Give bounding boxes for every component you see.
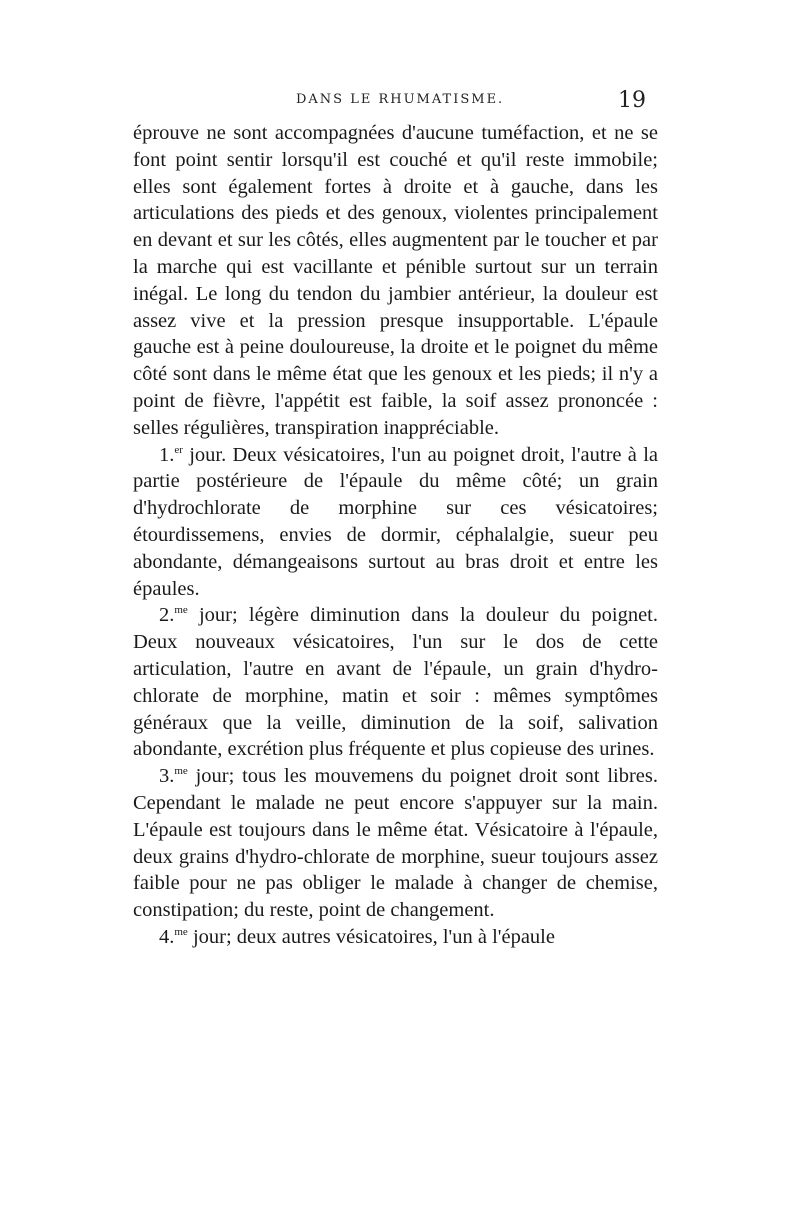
day-number: 4. (159, 925, 175, 948)
paragraph (133, 602, 658, 763)
paragraph-text: jour; légère diminution dans la douleur du poignet. Deux nouveaux vésicatoires, l'un sur le dos de cette articulation, l'autre en avant de l'épaule, un grain d'hydro-chlorate de morphine, matin et soir : mêmes symptômes généraux que la veille, diminution de la soif, salivation abondante, excrétion plus fréquente et plus copieuse des urines. (133, 604, 658, 761)
day-ordinal-suffix: er (174, 443, 183, 456)
day-number: 2. (159, 604, 175, 627)
paragraph-text: jour; tous les mouvemens du poignet droit sont libres. Cependant le malade ne peut encore s'appuyer sur la main. L'épaule est toujours dans le même état. Vésicatoire à l'épaule, deux grains d'hydro-chlorate de morphine, sueur toujours assez faible pour ne pas obliger le malade à changer de chemise, constipation; du reste, point de changement. (133, 765, 658, 922)
paragraph (133, 924, 658, 951)
running-title: DANS LE RHUMATISME. (296, 92, 505, 107)
day-ordinal-suffix: me (174, 604, 188, 617)
page-header (0, 88, 800, 122)
body-text (133, 120, 658, 951)
paragraph-text: jour. Deux vésicatoires, l'un au poignet droit, l'autre à la partie postérieure de l'épaule du même côté; un grain d'hydrochlorate de morphine sur ces vésicatoires; étourdissemens, envies de dormir, céphalalgie, sueur peu abondante, démangeaisons surtout au bras droit et entre les épaules. (133, 443, 658, 600)
paragraph (133, 442, 658, 603)
page-number: 19 (618, 88, 646, 113)
paragraph-text: éprouve ne sont accompagnées d'aucune tuméfaction, et ne se font point sentir lorsqu'il est couché et qu'il reste immobile; elles sont également fortes à droite et à gauche, dans les articulations des pieds et des genoux, violentes principalement en devant et sur les côtés, elles augmentent par le toucher et par la marche qui est vacillante et pénible surtout sur un terrain inégal. Le long du tendon du jambier antérieur, la douleur est assez vive et la pression presque insupportable. L'épaule gauche est à peine douloureuse, la droite et le poignet du même côté sont dans le même état que les genoux et les pieds; il n'y a point de fièvre, l'appétit est faible, la soif assez prononcée : selles régulières, transpiration inappréciable. (133, 122, 658, 439)
paragraph (133, 120, 658, 442)
paragraph (133, 763, 658, 924)
day-number: 1. (159, 443, 175, 466)
day-ordinal-suffix: me (174, 765, 188, 778)
paragraph-text: jour; deux autres vésicatoires, l'un à l'épaule (187, 925, 555, 948)
day-ordinal-suffix: me (174, 926, 188, 939)
day-number: 3. (159, 765, 175, 788)
